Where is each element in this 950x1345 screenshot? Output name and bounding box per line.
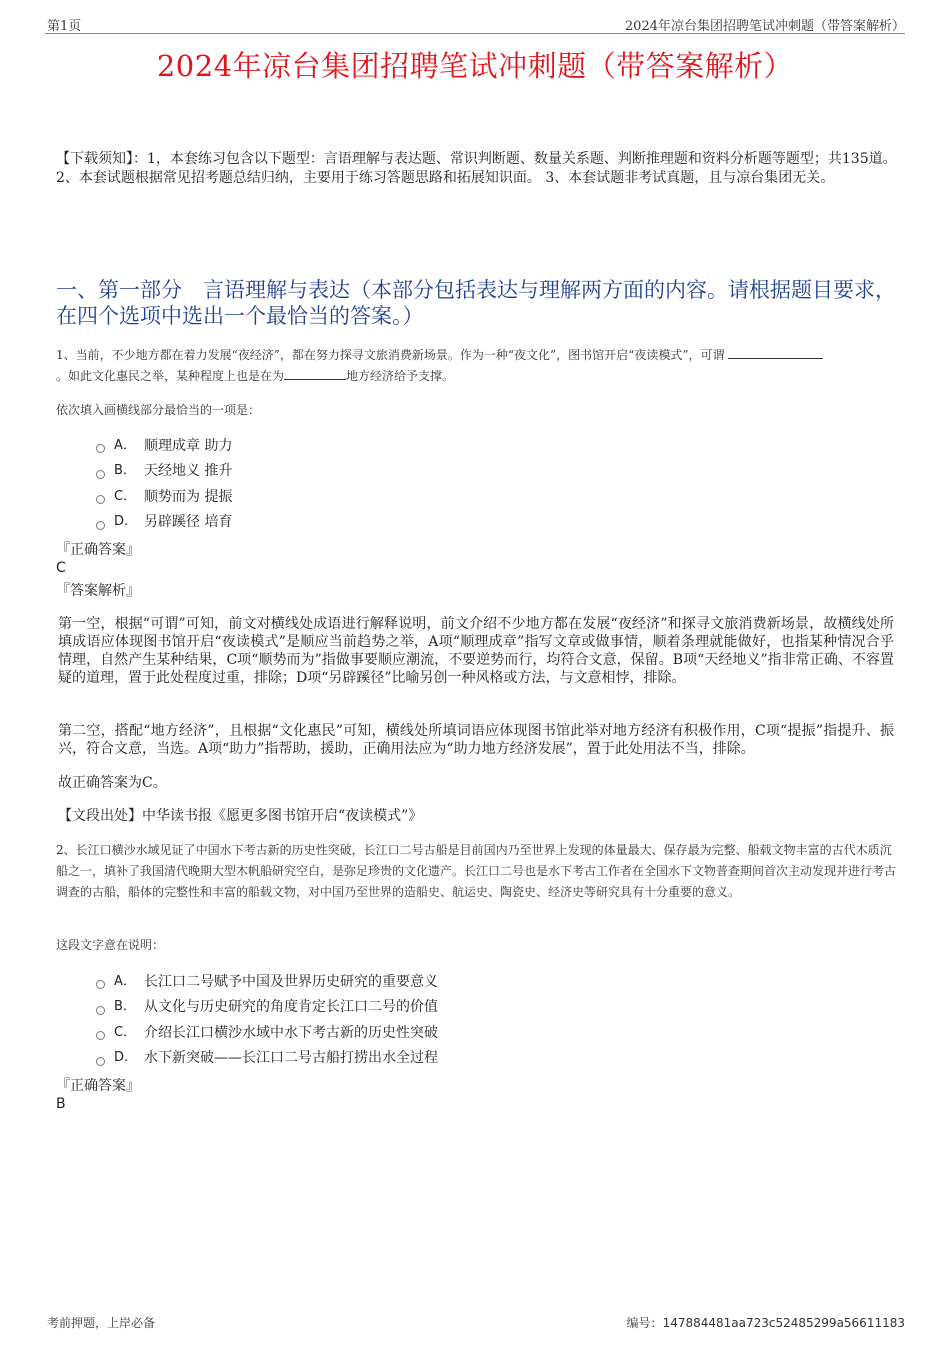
radio-icon[interactable] — [96, 521, 105, 530]
radio-icon[interactable] — [96, 1006, 105, 1015]
radio-icon[interactable] — [96, 444, 105, 453]
page-number: 第1页 — [47, 19, 82, 34]
option-b[interactable]: B． 天经地义 推升 — [96, 459, 232, 485]
analysis-label: 『答案解析』 — [56, 583, 140, 599]
radio-icon[interactable] — [96, 1057, 105, 1066]
option-d[interactable]: D． 水下新突破——长江口二号古船打捞出水全过程 — [96, 1046, 438, 1072]
answer-label: 『正确答案』 — [56, 542, 140, 558]
document-code: 编号：147884481aa723c52485299a56611183 — [626, 1316, 905, 1330]
download-notice: 【下载须知】：1，本套练习包含以下题型：言语理解与表达题、常识判断题、数量关系题、判断推理题和资料分析题等题型；共135道。 2、本套试题根据常见招考题总结归纳，主要用于练习答题思路和拓展知识面。 3、本套试题非考试真题，且与凉台集团无关。 — [56, 151, 897, 186]
analysis-paragraph-2: 第二空，搭配“地方经济”，且根据“文化惠民”可知，横线处所填词语应体现图书馆此举对地方经济有积极作用，C项“提振”指提升、振兴，符合文意，当选。A项“助力”指帮助，援助，正确用法应为“助力地方经济发展”，置于此处用法不当，排除。 — [58, 723, 894, 757]
option-c[interactable]: C． 介绍长江口横沙水域中水下考古新的历史性突破 — [96, 1020, 438, 1046]
page-header — [45, 15, 905, 34]
correct-answer: B — [56, 1096, 66, 1112]
option-a[interactable]: A． 长江口二号赋予中国及世界历史研究的重要意义 — [96, 969, 438, 995]
section-title: 一、第一部分 言语理解与表达（本部分包括表达与理解两方面的内容。请根据题目要求，在四个选项中选出一个最恰当的答案。） — [56, 278, 896, 328]
footer-slogan: 考前押题，上岸必备 — [47, 1316, 156, 1330]
radio-icon[interactable] — [96, 470, 105, 479]
source-citation: 【文段出处】中华读书报《愿更多图书馆开启“夜读模式”》 — [58, 808, 423, 824]
option-a[interactable]: A． 顺理成章 助力 — [96, 433, 232, 459]
analysis-paragraph-1: 第一空，根据“可谓”可知，前文对横线处成语进行解释说明，前文介绍不少地方都在发展“夜经济”和探寻文旅消费新场景，故横线处所填成语应体现图书馆开启“夜读模式”是顺应当前趋势之举，A项“顺理成章”指写文章或做事情，顺着条理就能做好，也指某种情况合乎情理，自然产生某种结果，C项“顺势而为”指做事要顺应潮流，不要逆势而行，均符合文意，保留。B项“天经地义”指非常正确、不容置疑的道理，置于此处程度过重，排除；D项“另辟蹊径”比喻另创一种风格或方法，与文意相悖，排除。 — [58, 616, 894, 686]
radio-icon[interactable] — [96, 495, 105, 504]
option-c[interactable]: C． 顺势而为 提振 — [96, 484, 232, 510]
question-2-options — [96, 969, 438, 1071]
header-doc-title: 2024年凉台集团招聘笔试冲刺题（带答案解析） — [624, 19, 905, 34]
option-d[interactable]: D． 另辟蹊径 培育 — [96, 510, 232, 536]
question-1-prompt: 依次填入画横线部分最恰当的一项是： — [56, 403, 261, 417]
option-b[interactable]: B． 从文化与历史研究的角度肯定长江口二号的价值 — [96, 995, 438, 1021]
answer-blank-1 — [728, 346, 823, 359]
answer-blank-2 — [284, 367, 346, 380]
correct-answer: C — [56, 560, 66, 576]
radio-icon[interactable] — [96, 980, 105, 989]
answer-label: 『正确答案』 — [56, 1078, 140, 1094]
question-2-text: 2、长江口横沙水域见证了中国水下考古新的历史性突破，长江口二号古船是目前国内乃至世界上发现的体量最大、保存最为完整、船载文物丰富的古代木质沉船之一，填补了我国清代晚期大型木帆船研究空白，是弥足珍贵的文化遗产。长江口二号也是水下考古工作者在全国水下文物普查期间首次主动发现并进行考古调查的古船，船体的完整性和丰富的船载文物，对中国乃至世界的造船史、航运史、陶瓷史、经济史等研究具有十分重要的意义。 — [56, 843, 897, 899]
question-1-text: 1、当前，不少地方都在着力发展“夜经济”，都在努力探寻文旅消费新场景。作为一种“夜文化”，图书馆开启“夜读模式”，可谓 。如此文化惠民之举，某种程度上也是在为 地方经济给予支撑。 — [56, 345, 901, 387]
conclusion: 故正确答案为C。 — [58, 775, 167, 791]
question-1-options — [96, 433, 232, 535]
radio-icon[interactable] — [96, 1031, 105, 1040]
page-title: 2024年凉台集团招聘笔试冲刺题（带答案解析） — [156, 49, 794, 83]
question-2-prompt: 这段文字意在说明： — [56, 938, 165, 952]
